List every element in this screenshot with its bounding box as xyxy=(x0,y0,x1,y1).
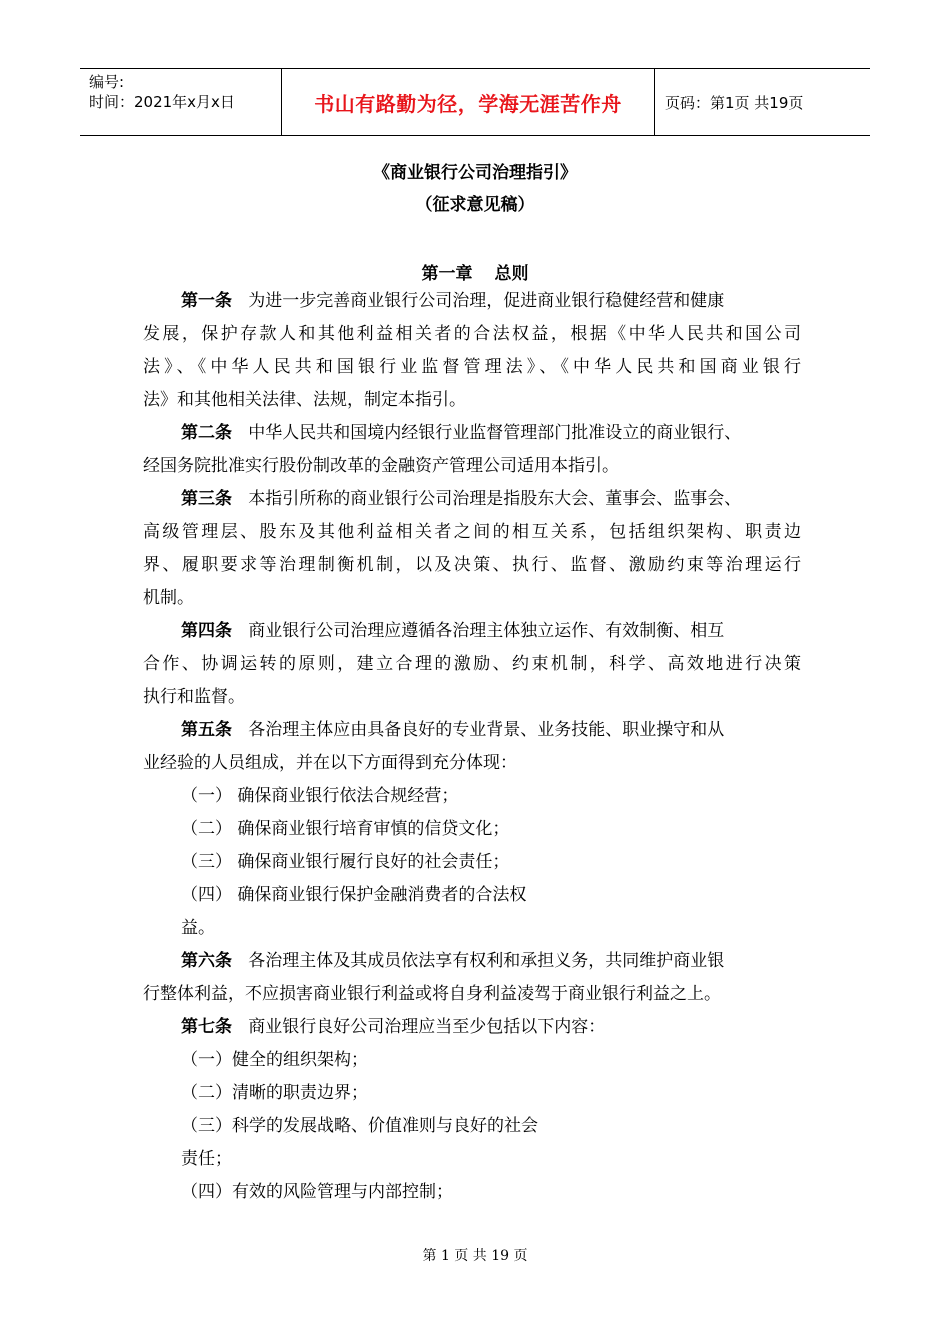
article-7-line xyxy=(181,1015,605,1039)
page-footer: 第 1 页 共 19 页 xyxy=(422,1248,528,1264)
header-motto: 书山有路勤为径，学海无涯苦作舟 xyxy=(281,69,655,135)
article-6-line: 行整体利益，不应损害商业银行利益或将自身利益凌驾于商业银行利益之上。 xyxy=(143,984,721,1004)
article-2-line: 经国务院批准实行股份制改革的金融资产管理公司适用本指引。 xyxy=(143,456,619,476)
article-5-label: 第五条 xyxy=(181,720,232,740)
article-6-line xyxy=(181,949,724,973)
article-7-item: （二）清晰的职责边界； xyxy=(181,1083,368,1103)
doc-number-label: 编号: xyxy=(89,73,125,91)
article-5-line xyxy=(181,718,724,742)
article-4-line: 合作、协调运转的原则，建立合理的激励、约束机制，科学、高效地进行决策 xyxy=(143,654,801,674)
article-5-item: （二） 确保商业银行培育审慎的信贷文化； xyxy=(181,819,510,839)
chapter-name: 总则 xyxy=(494,264,529,284)
article-3-line: 界、履职要求等治理制衡机制，以及决策、执行、监督、激励约束等治理运行 xyxy=(143,555,801,575)
article-2-text: 中华人民共和国境内经银行业监督管理部门批准设立的商业银行、 xyxy=(248,423,742,443)
article-1-label: 第一条 xyxy=(181,291,232,311)
header-meta xyxy=(80,69,281,135)
document-subtitle: （征求意见稿） xyxy=(415,195,535,215)
article-2-label: 第二条 xyxy=(181,423,232,443)
article-1-line: 法》、《中华人民共和国银行业监督管理法》、《中华人民共和国商业银行 xyxy=(143,357,801,377)
article-2-line xyxy=(181,421,741,445)
article-6-text: 各治理主体及其成员依法享有权利和承担义务，共同维护商业银 xyxy=(248,951,725,971)
article-3-line: 高级管理层、股东及其他利益相关者之间的相互关系，包括组织架构、职责边 xyxy=(143,522,801,542)
article-7-item: （四）有效的风险管理与内部控制； xyxy=(181,1182,453,1202)
article-4-line: 执行和监督。 xyxy=(143,687,245,707)
article-3-line: 机制。 xyxy=(143,588,194,608)
article-5-line: 业经验的人员组成，并在以下方面得到充分体现： xyxy=(143,753,517,773)
article-1-line xyxy=(181,289,724,313)
article-4-text: 商业银行公司治理应遵循各治理主体独立运作、有效制衡、相互 xyxy=(248,621,725,641)
article-1-line: 发展，保护存款人和其他利益相关者的合法权益，根据《中华人民共和国公司 xyxy=(143,324,801,344)
article-5-text: 各治理主体应由具备良好的专业背景、业务技能、职业操守和从 xyxy=(248,720,725,740)
article-7-item: （一）健全的组织架构； xyxy=(181,1050,368,1070)
article-4-label: 第四条 xyxy=(181,621,232,641)
article-7-label: 第七条 xyxy=(181,1017,232,1037)
article-5-item: （三） 确保商业银行履行良好的社会责任； xyxy=(181,852,510,872)
article-1-text: 为进一步完善商业银行公司治理，促进商业银行稳健经营和健康 xyxy=(248,291,725,311)
document-title: 《商业银行公司治理指引》 xyxy=(373,163,577,183)
article-3-line xyxy=(181,487,741,511)
article-1-line: 法》和其他相关法律、法规，制定本指引。 xyxy=(143,390,466,410)
article-3-label: 第三条 xyxy=(181,489,232,509)
chapter-heading xyxy=(0,259,950,284)
article-7-item-cont: 责任； xyxy=(181,1149,232,1169)
article-3-text: 本指引所称的商业银行公司治理是指股东大会、董事会、监事会、 xyxy=(248,489,742,509)
article-5-item-cont: 益。 xyxy=(181,918,215,938)
doc-time-label: 时间：2021年x月x日 xyxy=(89,93,235,111)
article-6-label: 第六条 xyxy=(181,951,232,971)
article-4-line xyxy=(181,619,724,643)
chapter-number: 第一章 xyxy=(421,264,473,284)
article-7-text: 商业银行良好公司治理应当至少包括以下内容： xyxy=(248,1017,606,1037)
header-page-info: 页码：第1页 共19页 xyxy=(665,93,804,112)
article-7-item: （三）科学的发展战略、价值准则与良好的社会 xyxy=(181,1116,538,1136)
header-table xyxy=(80,68,870,136)
article-5-item: （一） 确保商业银行依法合规经营； xyxy=(181,786,459,806)
article-5-item: （四） 确保商业银行保护金融消费者的合法权 xyxy=(181,885,527,905)
